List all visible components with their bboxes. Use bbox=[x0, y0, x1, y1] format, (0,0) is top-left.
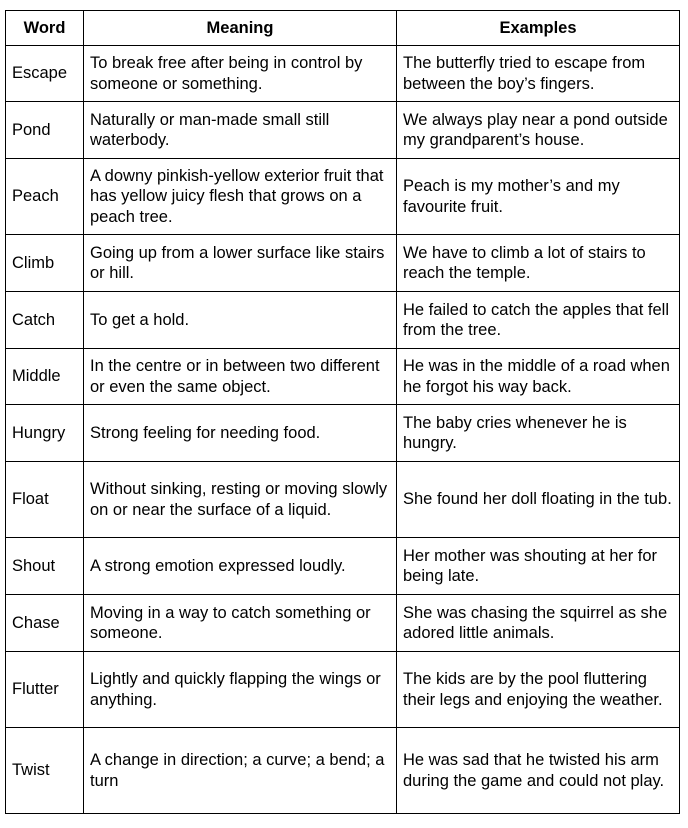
header-word: Word bbox=[6, 11, 84, 46]
table-row bbox=[6, 159, 680, 235]
example-cell: Peach is my mother’s and my favourite fruit. bbox=[397, 159, 680, 235]
word-cell: Peach bbox=[6, 159, 84, 235]
example-cell: He was sad that he twisted his arm during the game and could not play. bbox=[397, 728, 680, 814]
word-cell: Climb bbox=[6, 235, 84, 292]
example-cell: He was in the middle of a road when he forgot his way back. bbox=[397, 349, 680, 405]
table-row bbox=[6, 349, 680, 405]
table-row bbox=[6, 235, 680, 292]
meaning-cell: Going up from a lower surface like stairs or hill. bbox=[84, 235, 397, 292]
example-cell: The kids are by the pool fluttering their legs and enjoying the weather. bbox=[397, 652, 680, 728]
meaning-cell: In the centre or in between two different or even the same object. bbox=[84, 349, 397, 405]
meaning-cell: Strong feeling for needing food. bbox=[84, 405, 397, 462]
table-row bbox=[6, 652, 680, 728]
word-cell: Twist bbox=[6, 728, 84, 814]
meaning-cell: To break free after being in control by someone or something. bbox=[84, 46, 397, 102]
word-cell: Escape bbox=[6, 46, 84, 102]
example-cell: The baby cries whenever he is hungry. bbox=[397, 405, 680, 462]
header-row bbox=[6, 11, 680, 46]
meaning-cell: Naturally or man-made small still waterbody. bbox=[84, 102, 397, 159]
meaning-cell: A downy pinkish-yellow exterior fruit that has yellow juicy flesh that grows on a peach tree. bbox=[84, 159, 397, 235]
table-row bbox=[6, 292, 680, 349]
header-meaning: Meaning bbox=[84, 11, 397, 46]
vocabulary-table bbox=[5, 10, 680, 814]
meaning-cell: Without sinking, resting or moving slowly on or near the surface of a liquid. bbox=[84, 462, 397, 538]
meaning-cell: Moving in a way to catch something or someone. bbox=[84, 595, 397, 652]
word-cell: Catch bbox=[6, 292, 84, 349]
meaning-cell: A strong emotion expressed loudly. bbox=[84, 538, 397, 595]
example-cell: Her mother was shouting at her for being late. bbox=[397, 538, 680, 595]
example-cell: She was chasing the squirrel as she adored little animals. bbox=[397, 595, 680, 652]
table-row bbox=[6, 46, 680, 102]
table-row bbox=[6, 595, 680, 652]
example-cell: We always play near a pond outside my grandparent’s house. bbox=[397, 102, 680, 159]
word-cell: Shout bbox=[6, 538, 84, 595]
table-row bbox=[6, 728, 680, 814]
header-examples: Examples bbox=[397, 11, 680, 46]
word-cell: Pond bbox=[6, 102, 84, 159]
word-cell: Middle bbox=[6, 349, 84, 405]
table-row bbox=[6, 102, 680, 159]
table-row bbox=[6, 462, 680, 538]
example-cell: The butterfly tried to escape from between the boy’s fingers. bbox=[397, 46, 680, 102]
word-cell: Float bbox=[6, 462, 84, 538]
word-cell: Chase bbox=[6, 595, 84, 652]
table-row bbox=[6, 538, 680, 595]
example-cell: She found her doll floating in the tub. bbox=[397, 462, 680, 538]
meaning-cell: To get a hold. bbox=[84, 292, 397, 349]
example-cell: We have to climb a lot of stairs to reach the temple. bbox=[397, 235, 680, 292]
word-cell: Flutter bbox=[6, 652, 84, 728]
meaning-cell: A change in direction; a curve; a bend; a turn bbox=[84, 728, 397, 814]
example-cell: He failed to catch the apples that fell from the tree. bbox=[397, 292, 680, 349]
table-row bbox=[6, 405, 680, 462]
word-cell: Hungry bbox=[6, 405, 84, 462]
meaning-cell: Lightly and quickly flapping the wings or anything. bbox=[84, 652, 397, 728]
